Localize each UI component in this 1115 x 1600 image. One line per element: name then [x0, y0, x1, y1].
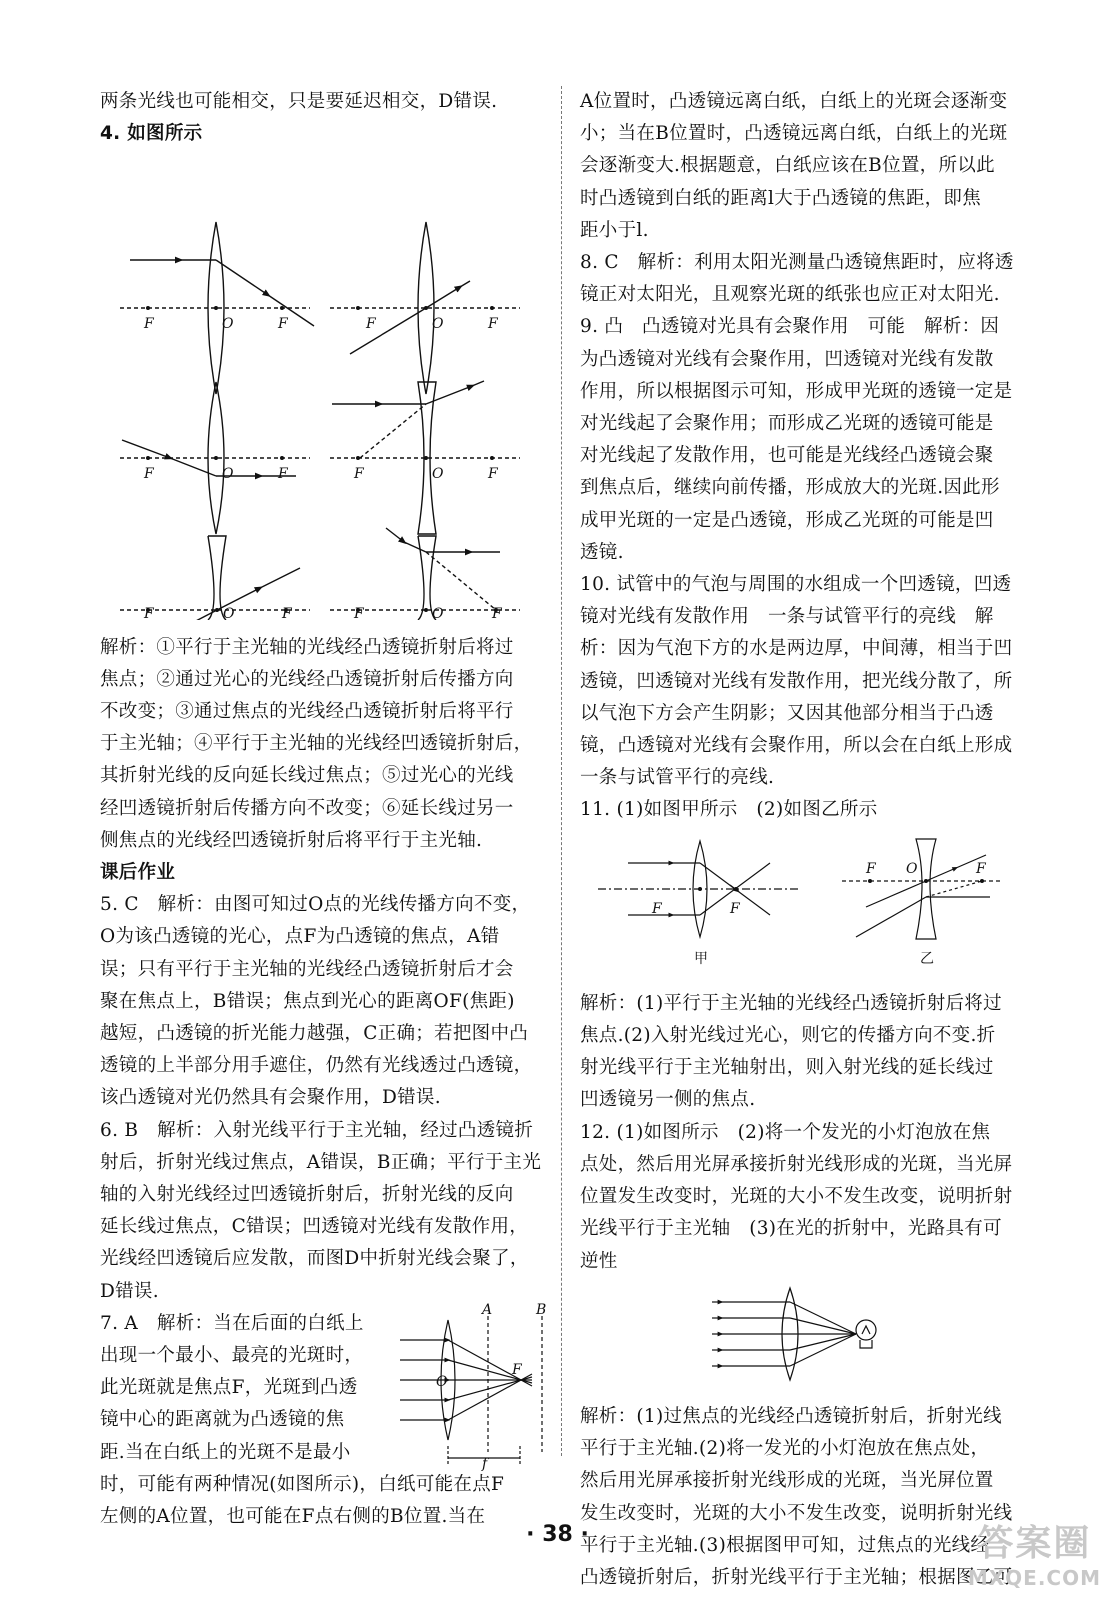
label-F: F — [144, 466, 155, 483]
q11-explanation-line: 射光线平行于主光轴射出，则入射光线的延长线过 — [580, 1057, 994, 1079]
q7-continued-line: A位置时，凸透镜远离白纸，白纸上的光斑会逐渐变 — [580, 91, 1008, 112]
label-O: O — [222, 316, 234, 333]
text-line: 两条光线也可能相交，只是要延迟相交，D错误. — [100, 91, 498, 112]
section-heading-homework: 课后作业 — [100, 862, 176, 884]
label-F: F — [730, 900, 741, 917]
q5-line: 聚在焦点上，B错误；焦点到光心的距离OF(焦距) — [100, 990, 515, 1012]
q12-explanation-line: 凸透镜折射后，折射光线平行于主光轴；根据图乙可 — [580, 1566, 1013, 1588]
question-4-heading: 4. 如图所示 — [100, 123, 203, 145]
label-F: F — [976, 860, 987, 877]
label-F: F — [652, 900, 663, 917]
q4-explanation-line: 侧焦点的光线经凹透镜折射后将平行于主光轴. — [100, 829, 483, 851]
q9-line: 对光线起了发散作用，也可能是光线经凸透镜会聚 — [580, 445, 994, 467]
q7-line: 此光斑就是焦点F，光斑到凸透 — [100, 1377, 358, 1399]
q7-continued-line: 小；当在B位置时，凸透镜远离白纸，白纸上的光斑 — [580, 123, 1008, 145]
q7-line: 镜中心的距离就为凸透镜的焦 — [100, 1409, 345, 1431]
q5-line: 误；只有平行于主光轴的光线经凸透镜折射后才会 — [100, 958, 514, 980]
label-O: O — [223, 606, 235, 621]
q10-line: 析：因为气泡下方的水是两边厚，中间薄，相当于凹 — [580, 638, 1013, 660]
page-number: · 38 · — [526, 1522, 589, 1547]
q11-explanation-line: 凹透镜另一侧的焦点. — [580, 1089, 756, 1111]
q6-line: 延长线过焦点，C错误；凹透镜对光线有发散作用， — [100, 1216, 529, 1238]
q6-line: 射后，折射光线过焦点，A错误，B正确；平行于主光 — [100, 1151, 542, 1173]
q5-line: 透镜的上半部分用手遮住，仍然有光线透过凸透镜， — [100, 1055, 533, 1077]
q7-line: 左侧的A位置，也可能在F点右侧的B位置.当在 — [100, 1506, 486, 1528]
q10-line: 透镜，凹透镜对光线有发散作用，把光线分散了，所 — [580, 670, 1013, 692]
q9-line: 作用，所以根据图示可知，形成甲光斑的透镜一定是 — [580, 380, 1013, 402]
label-F: F — [488, 316, 499, 333]
q6-line: 6. B 解析：入射光线平行于主光轴，经过凸透镜折 — [100, 1119, 534, 1141]
label-F: F — [354, 466, 365, 483]
q10-line: 10. 试管中的气泡与周围的水组成一个凹透镜，凹透 — [580, 574, 1012, 596]
q12-line: 12. (1)如图所示 (2)将一个发光的小灯泡放在焦 — [580, 1121, 991, 1143]
label-F: F — [278, 316, 289, 333]
q7-line: 出现一个最小、最亮的光斑时， — [100, 1345, 364, 1367]
label-F: F — [488, 466, 499, 483]
column-divider — [561, 86, 562, 1456]
q11-explanation-line: 解析：(1)平行于主光轴的光线经凸透镜折射后将过 — [580, 992, 1002, 1014]
label-O: O — [432, 606, 444, 621]
label-F: F — [492, 606, 503, 621]
label-yi: 乙 — [920, 950, 935, 967]
label-O: O — [436, 1373, 448, 1390]
q7-continued-line: 会逐渐变大.根据题意，白纸应该在B位置，所以此 — [580, 155, 995, 177]
q4-explanation-line: 其折射光线的反向延长线过焦点；⑤过光心的光线 — [100, 765, 514, 787]
q9-line: 到焦点后，继续向前传播，形成放大的光斑.因此形 — [580, 477, 1000, 499]
q12-line: 光线平行于主光轴 (3)在光的折射中，光路具有可 — [580, 1218, 1002, 1240]
q12-explanation-line: 平行于主光轴.(3)根据图甲可知，过焦点的光线经 — [580, 1534, 990, 1556]
q8-line: 8. C 解析：利用太阳光测量凸透镜焦距时，应将透 — [580, 252, 1014, 274]
q10-line: 一条与试管平行的亮线. — [580, 767, 775, 789]
q7-continued-line: 距小于l. — [580, 219, 649, 241]
q6-line: D错误. — [100, 1280, 159, 1302]
label-O: O — [432, 316, 444, 333]
q4-explanation-line: 于主光轴；④平行于主光轴的光线经凹透镜折射后， — [100, 733, 533, 755]
q7-line: 距.当在白纸上的光斑不是最小 — [100, 1441, 351, 1463]
label-F: F — [144, 606, 155, 621]
q10-line: 以气泡下方会产生阴影；又因其他部分相当于凸透 — [580, 702, 994, 724]
q4-explanation-line: 焦点；②通过光心的光线经凸透镜折射后传播方向 — [100, 668, 514, 690]
q12-explanation-line: 平行于主光轴.(2)将一发光的小灯泡放在焦点处， — [580, 1438, 990, 1460]
watermark-logo — [968, 1515, 1101, 1590]
q9-line: 为凸透镜对光线有会聚作用，凹透镜对光线有发散 — [580, 348, 994, 370]
q4-explanation-line: 解析：①平行于主光轴的光线经凸透镜折射后将过 — [100, 636, 514, 658]
q6-line: 光线经凹透镜后应发散，而图D中折射光线会聚了， — [100, 1248, 529, 1270]
label-F: F — [278, 466, 289, 483]
q11-diagrams — [580, 827, 1030, 977]
q4-explanation-line: 经凹透镜折射后传播方向不改变；⑥延长线过另一 — [100, 797, 514, 819]
q12-explanation-line: 然后用光屏承接折射光线形成的光斑，当光屏位置 — [580, 1470, 994, 1492]
q4-ray-diagrams — [100, 150, 548, 620]
label-jia: 甲 — [694, 950, 709, 967]
q8-line: 镜正对太阳光，且观察光斑的纸张也应正对太阳光. — [580, 284, 1000, 306]
label-O: O — [906, 860, 918, 877]
q7-block — [100, 1301, 548, 1472]
label-F: F — [354, 606, 365, 621]
q11-explanation-line: 焦点.(2)入射光线过光心，则它的传播方向不变.折 — [580, 1025, 996, 1047]
q4-explanation-line: 不改变；③通过焦点的光线经凸透镜折射后将平行 — [100, 701, 514, 723]
q5-line: 该凸透镜对光仍然具有会聚作用，D错误. — [100, 1087, 441, 1109]
q12-line: 逆性 — [580, 1250, 618, 1272]
q11-heading: 11. (1)如图甲所示 (2)如图乙所示 — [580, 799, 878, 821]
q12-lamp-diagram — [580, 1278, 1030, 1390]
q10-line: 镜对光线有发散作用 一条与试管平行的亮线 解 — [580, 606, 994, 628]
left-column — [100, 86, 548, 1533]
right-column — [580, 86, 1030, 1594]
q7-line: 时，可能有两种情况(如图所示)，白纸可能在点F — [100, 1473, 505, 1495]
label-F: F — [282, 606, 293, 621]
label-F: F — [144, 316, 155, 333]
q7-focus-diagram — [392, 1302, 548, 1472]
q5-line: 5. C 解析：由图可知过O点的光线传播方向不变， — [100, 894, 531, 916]
q9-line: 透镜. — [580, 541, 624, 563]
q7-continued-line: 时凸透镜到白纸的距离l大于凸透镜的焦距，即焦 — [580, 187, 982, 209]
label-f: f — [482, 1455, 488, 1472]
q9-line: 成甲光斑的一定是凸透镜，形成乙光斑的可能是凹 — [580, 509, 994, 531]
q6-line: 轴的入射光线经过凹透镜折射后，折射光线的反向 — [100, 1184, 514, 1206]
watermark-url: MXQE.COM — [967, 1566, 1101, 1590]
q9-line: 对光线起了会聚作用；而形成乙光斑的透镜可能是 — [580, 413, 994, 435]
q12-line: 点处，然后用光屏承接折射光线形成的光斑，当光屏 — [580, 1153, 1013, 1175]
q12-explanation-line: 解析：(1)过焦点的光线经凸透镜折射后，折射光线 — [580, 1405, 1002, 1427]
label-A: A — [482, 1301, 493, 1318]
watermark-text: 答案圈 — [977, 1523, 1092, 1564]
q10-line: 镜，凸透镜对光线有会聚作用，所以会在白纸上形成 — [580, 735, 1013, 757]
label-B: B — [536, 1301, 547, 1318]
label-F: F — [512, 1361, 523, 1378]
q5-line: O为该凸透镜的光心，点F为凸透镜的焦点，A错 — [100, 926, 500, 948]
q12-line: 位置发生改变时，光斑的大小不发生改变，说明折射 — [580, 1186, 1013, 1208]
label-F: F — [866, 860, 877, 877]
label-F: F — [366, 316, 377, 333]
q9-line: 9. 凸 凸透镜对光具有会聚作用 可能 解析：因 — [580, 316, 1000, 338]
label-O: O — [222, 466, 234, 483]
q5-line: 越短，凸透镜的折光能力越强，C正确；若把图中凸 — [100, 1023, 529, 1045]
q12-explanation-line: 发生改变时，光斑的大小不发生改变，说明折射光线 — [580, 1502, 1013, 1524]
q7-line: 7. A 解析：当在后面的白纸上 — [100, 1312, 364, 1334]
label-O: O — [432, 466, 444, 483]
focus-dots — [146, 306, 498, 612]
